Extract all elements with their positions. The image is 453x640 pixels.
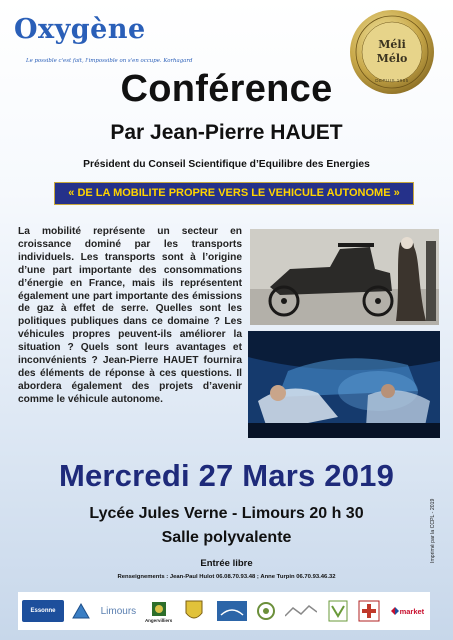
event-date: Mercredi 27 Mars 2019	[58, 458, 395, 493]
carrefour-label: market	[399, 606, 425, 616]
vintage-electric-car-photo	[250, 229, 439, 325]
green-mark-logo	[326, 596, 350, 626]
oxygene-logo	[14, 10, 193, 64]
description-paragraph: La mobilité représente un secteur en croissance dominé par les transports individuels. Les transports sont à l’origine d’une part importante des consommations d’énergie en France, mais ils représentent également une part importante des émissions de gaz à effet de serre. Quelles sont les politiques publiques dans ce domaine ? Les véhicules propres peuvent-ils améliorer la situation ? Quels sont leurs avantages et inconvénients ? Jean-Pierre HAUET fournira des éléments de réponse à ces questions. Il abordera également des projets d’avenir comme le véhicule autonome.	[18, 226, 242, 405]
contact-info: Renseignements : Jean-Paul Hulot 06.08.70.93.48 ; Anne Turpin 06.70.93.46.32	[117, 574, 336, 580]
autonomous-car-interior-photo	[248, 331, 440, 438]
event-room: Salle polyvalente	[161, 529, 292, 546]
essonne-logo: Essonne	[22, 600, 64, 622]
seal-year: DEPUIS 1985	[375, 78, 409, 83]
poster-title: Conférence	[120, 68, 333, 110]
carrefour-market-logo	[388, 596, 426, 626]
triangle-logo	[71, 596, 91, 626]
red-cross-logo	[357, 596, 381, 626]
lineup-logo	[284, 596, 318, 626]
angervilliers-logo	[146, 596, 172, 626]
speaker-role: Président du Conseil Scientifique d’Equilibre des Energies	[83, 159, 370, 170]
limours-logo: Limours	[100, 605, 137, 617]
blue-box-logo	[216, 596, 248, 626]
circle-logo	[255, 596, 277, 626]
event-venue: Lycée Jules Verne - Limours 20 h 30	[89, 505, 364, 522]
seal-line2: Mélo	[376, 52, 408, 65]
logo-wordmark: Oxygène	[14, 14, 146, 45]
logo-tagline: Le possible c'est fait, l'impossible on s'en occupe. Korhagard	[26, 58, 193, 64]
carrefour-icon	[390, 606, 400, 616]
angervilliers-label: Angervilliers	[144, 617, 173, 623]
seal-line1: Méli	[378, 38, 406, 51]
speaker-name: Par Jean-Pierre HAUET	[110, 121, 343, 144]
sponsor-strip	[18, 592, 430, 630]
topic-banner: « DE LA MOBILITE PROPRE VERS LE VEHICULE AUTONOME »	[54, 182, 414, 205]
crest-logo	[179, 596, 209, 626]
printed-by-note: Imprimé par la CCPL - 2019	[430, 498, 436, 563]
entry-note: Entrée libre	[200, 558, 253, 569]
